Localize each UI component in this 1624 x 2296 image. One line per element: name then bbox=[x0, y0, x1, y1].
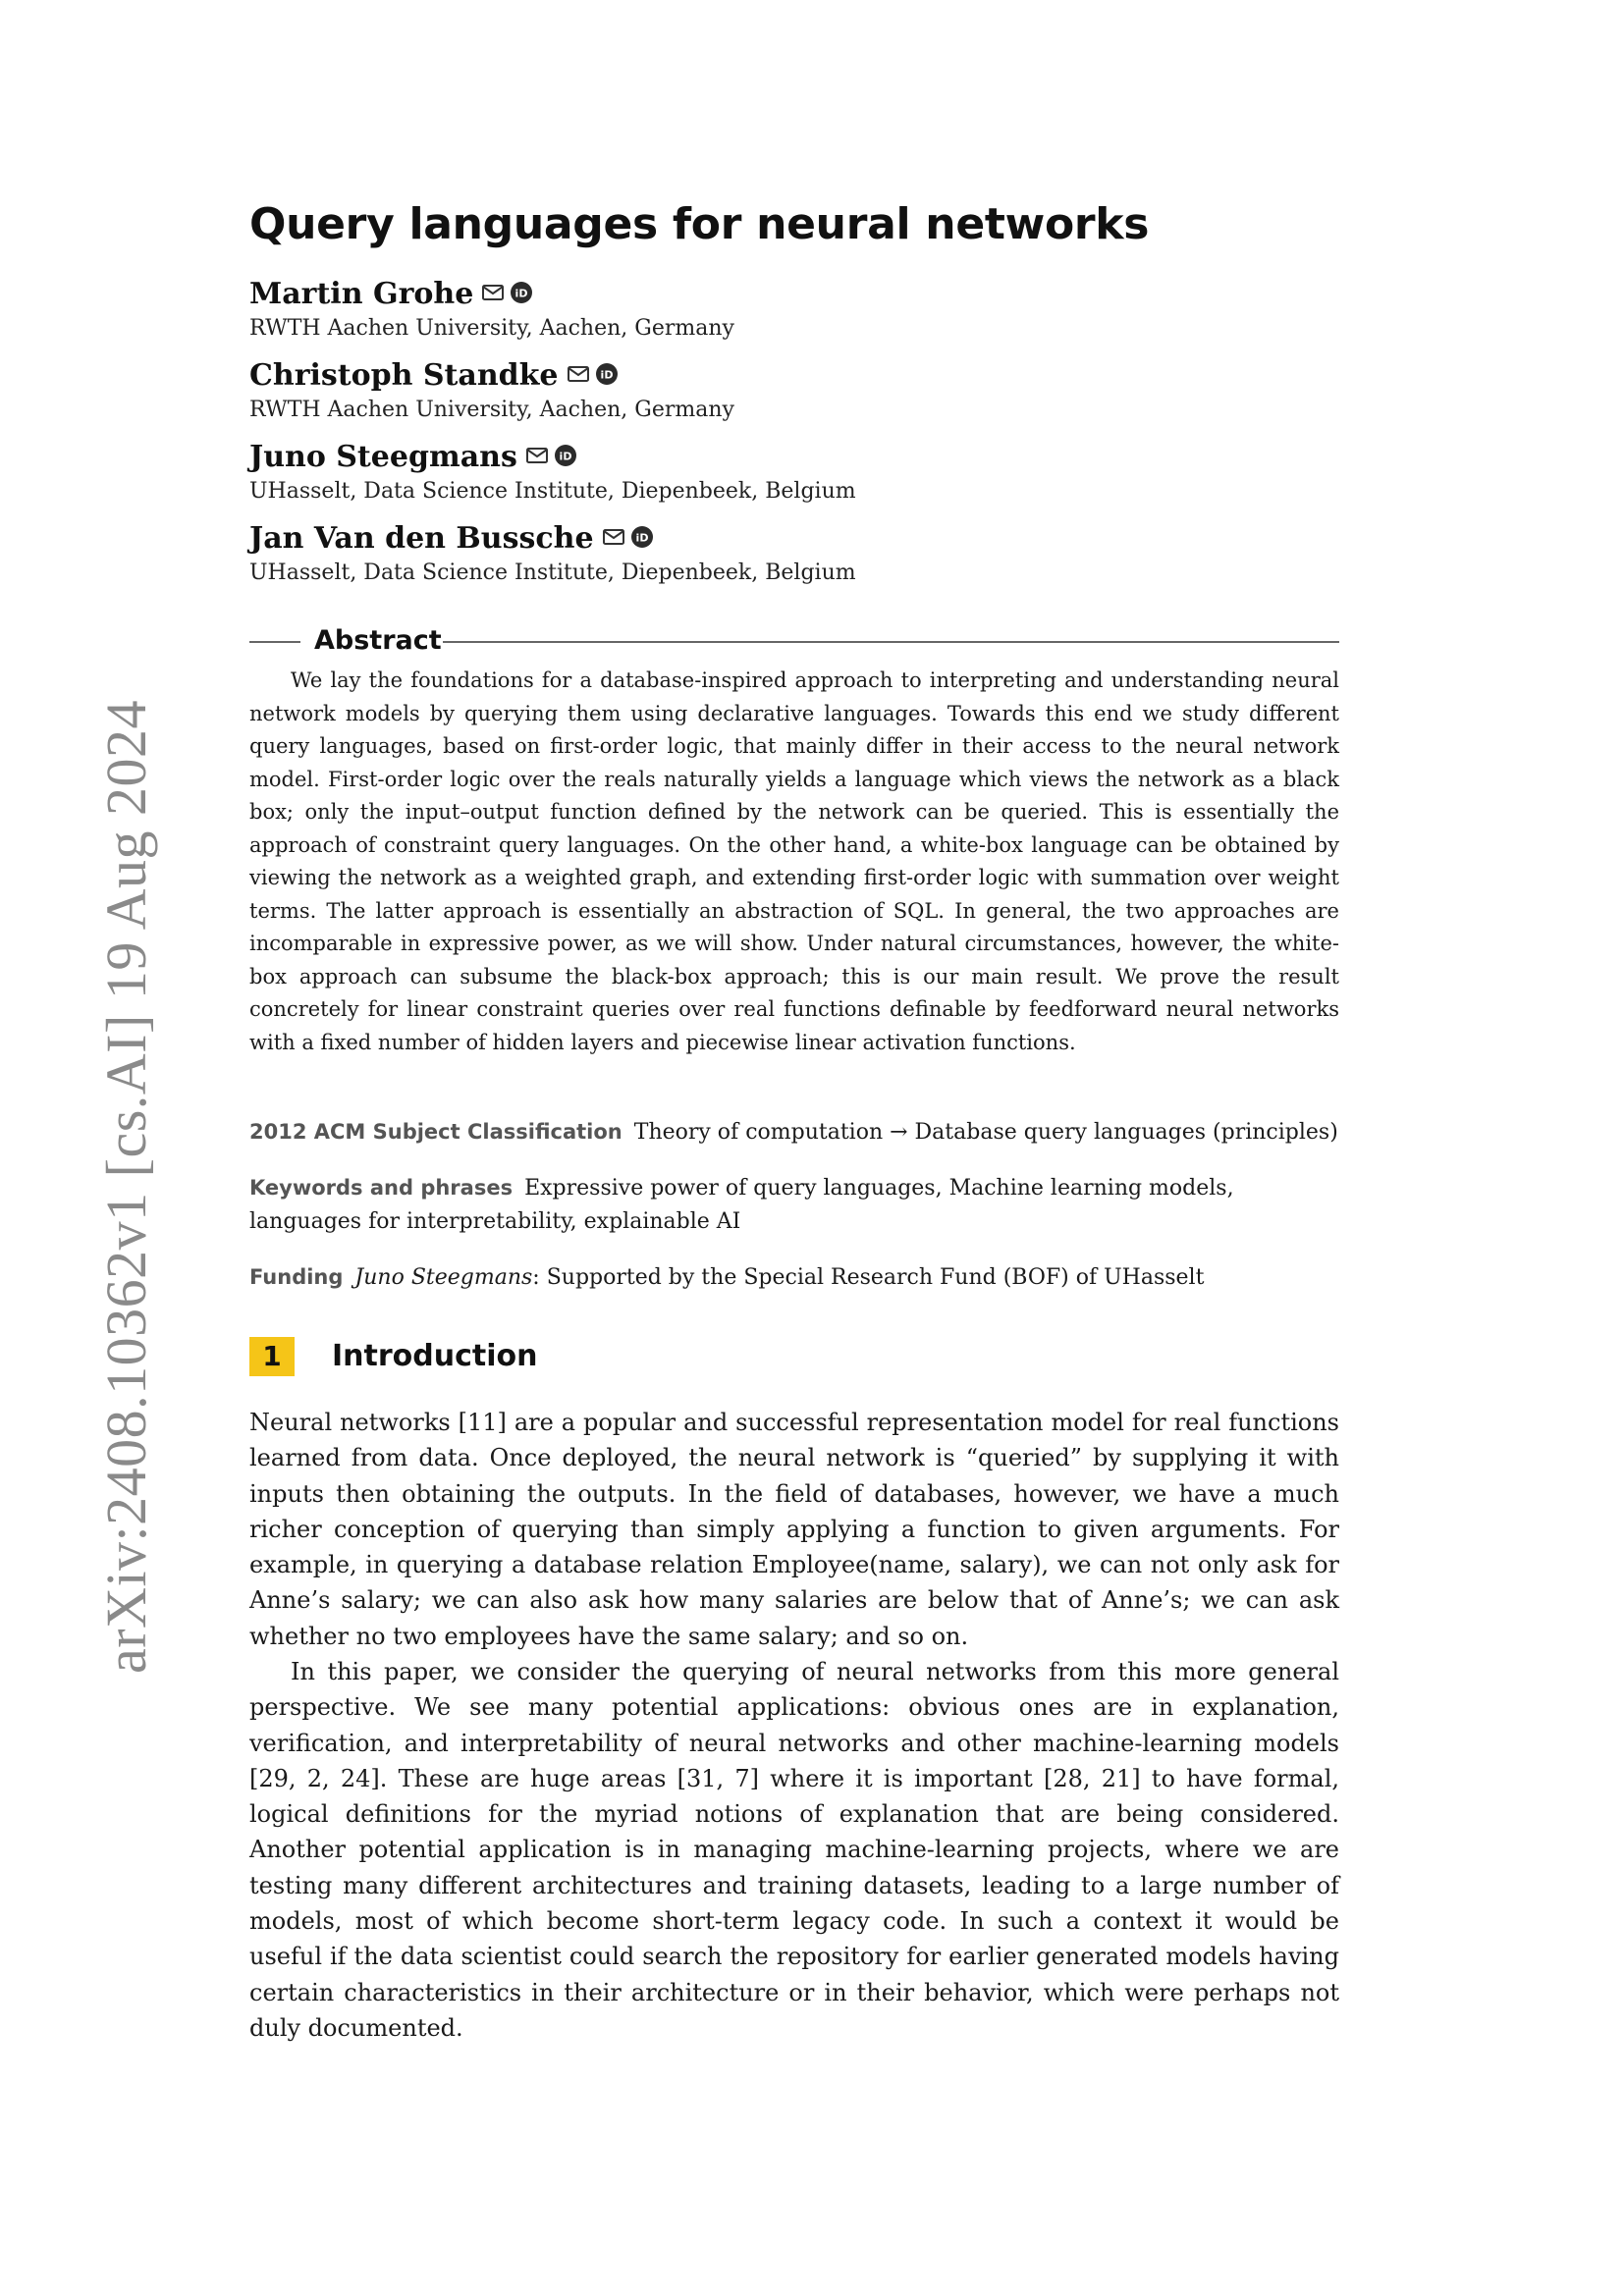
arxiv-identifier: arXiv:2408.10362v1 [cs.AI] 19 Aug 2024 bbox=[94, 699, 158, 1674]
author-affiliation: UHasselt, Data Science Institute, Diepenbeek, Belgium bbox=[249, 561, 856, 585]
author-block bbox=[249, 277, 734, 341]
funding-person: Juno Steegmans bbox=[354, 1265, 533, 1290]
author-icons bbox=[567, 362, 619, 390]
author-name: Jan Van den Bussche bbox=[249, 521, 594, 556]
author-icons bbox=[481, 281, 533, 308]
keywords bbox=[249, 1171, 1339, 1239]
orcid-icon[interactable] bbox=[554, 444, 577, 471]
keywords-text: Expressive power of query languages, Machine learning models, languages for interpretability, explainable AI bbox=[249, 1176, 1234, 1234]
svg-text:iD: iD bbox=[635, 531, 649, 545]
author-name: Martin Grohe bbox=[249, 277, 474, 311]
funding bbox=[249, 1260, 1339, 1295]
rule-left bbox=[249, 641, 300, 643]
rule-right bbox=[443, 641, 1339, 643]
svg-text:iD: iD bbox=[559, 450, 572, 463]
author-affiliation: RWTH Aachen University, Aachen, Germany bbox=[249, 316, 734, 341]
email-icon[interactable] bbox=[602, 527, 625, 551]
section-title: Introduction bbox=[332, 1339, 538, 1373]
svg-text:iD: iD bbox=[514, 287, 528, 300]
author-block bbox=[249, 440, 856, 504]
acm-label: 2012 ACM Subject Classification bbox=[249, 1120, 623, 1144]
section-number: 1 bbox=[249, 1337, 295, 1376]
author-name: Juno Steegmans bbox=[249, 440, 517, 474]
author-name: Christoph Standke bbox=[249, 358, 559, 393]
author-icons bbox=[525, 444, 577, 471]
acm-text: Theory of computation → Database query languages (principles) bbox=[633, 1120, 1338, 1145]
acm-classification bbox=[249, 1115, 1339, 1149]
abstract-header bbox=[249, 624, 1339, 658]
abstract-heading: Abstract bbox=[314, 625, 442, 656]
author-block bbox=[249, 358, 734, 422]
body-paragraph: In this paper, we consider the querying of neural networks from this more general perspective. We see many potential applications: obvious ones are in explanation, verification, and interpretability of neural networks and other machine-learning models [29, 2, 24]. These are huge areas [31, 7] where it is important [28, 21] to have formal, logical definitions for the myriad notions of explanation that are being considered. Another potential application is in managing machine-learning projects, where we are testing many different architectures and training datasets, leading to a large number of models, most of which become short-term legacy code. In such a context it would be useful if the data scientist could search the repository for earlier generated models having certain characteristics in their architecture or in their behavior, which were perhaps not duly documented. bbox=[249, 1658, 1339, 2042]
author-block bbox=[249, 521, 856, 585]
email-icon[interactable] bbox=[567, 364, 590, 388]
keywords-label: Keywords and phrases bbox=[249, 1176, 514, 1200]
body-paragraph: Neural networks [11] are a popular and successful representation model for real functions learned from data. Once deployed, the neural network is “queried” by supplying it with inputs then obtaining the outputs. In the field of databases, however, we have a much richer conception of querying than simply applying a function to given arguments. For example, in querying a database relation Employee(name, salary), we can not only ask for Anne’s salary; we can also ask how many salaries are below that of Anne’s; we can ask whether no two employees have the same salary; and so on. bbox=[249, 1409, 1339, 1650]
author-affiliation: UHasselt, Data Science Institute, Diepenbeek, Belgium bbox=[249, 479, 856, 504]
abstract-text: We lay the foundations for a database-inspired approach to interpreting and understanding neural network models by querying them using declarative languages. Towards this end we study different query languages, based on first-order logic, that mainly differ in their access to the neural network model. First-order logic over the reals naturally yields a language which views the network as a black box; only the input–output function defined by the network can be queried. This is essentially the approach of constraint query languages. On the other hand, a white-box language can be obtained by viewing the network as a weighted graph, and extending first-order logic with summation over weight terms. The latter approach is essentially an abstraction of SQL. In general, the two approaches are incomparable in expressive power, as we will show. Under natural circumstances, however, the white-box approach can subsume the black-box approach; this is our main result. We prove the result concretely for linear constraint queries over real functions definable by feedforward neural networks with a fixed number of hidden layers and piecewise linear activation functions. bbox=[249, 668, 1339, 1054]
orcid-icon[interactable] bbox=[595, 362, 619, 390]
email-icon[interactable] bbox=[481, 283, 505, 306]
author-icons bbox=[602, 525, 654, 553]
paper-title: Query languages for neural networks bbox=[249, 199, 1150, 249]
orcid-icon[interactable] bbox=[630, 525, 654, 553]
funding-text: : Supported by the Special Research Fund (BOF) of UHasselt bbox=[532, 1265, 1205, 1290]
author-affiliation: RWTH Aachen University, Aachen, Germany bbox=[249, 398, 734, 422]
email-icon[interactable] bbox=[525, 446, 549, 469]
orcid-icon[interactable] bbox=[510, 281, 533, 308]
svg-text:iD: iD bbox=[600, 368, 614, 382]
funding-label: Funding bbox=[249, 1265, 344, 1289]
